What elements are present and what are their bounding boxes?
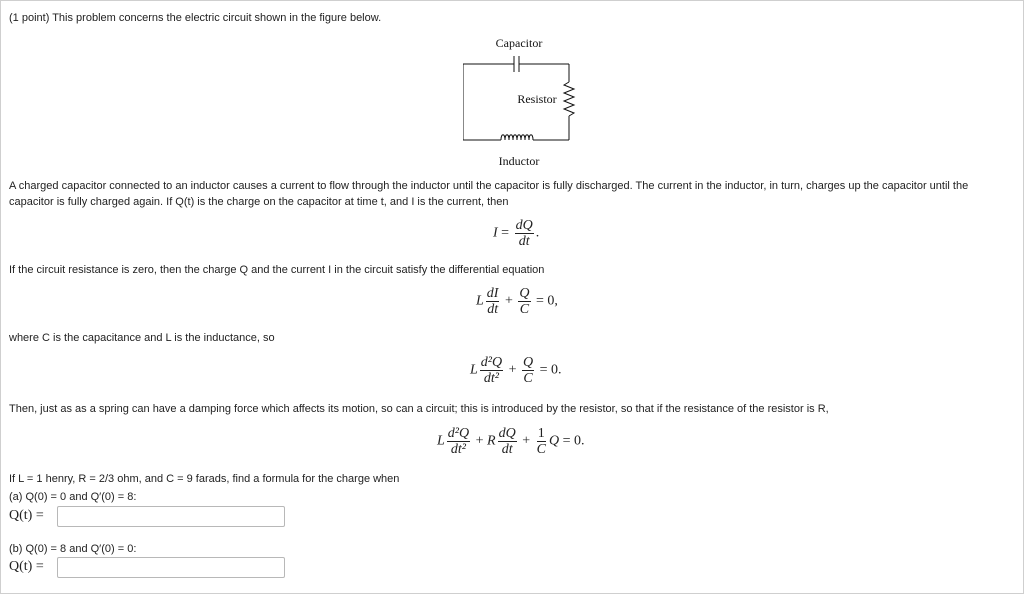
equation-current: I = $\frac{dQ}{dt}$ . (493, 218, 540, 249)
resistor-label: Resistor (517, 92, 557, 106)
part-a-answer-input[interactable] (57, 506, 285, 527)
circuit-diagram (463, 36, 576, 166)
part-b-answer-input[interactable] (57, 557, 285, 578)
part-b-prompt: Q(t) = (9, 559, 44, 574)
part-b-label: (b) Q(0) = 8 and Q′(0) = 0: (9, 543, 137, 555)
paragraph-3: where C is the capacitance and L is the inductance, so (9, 332, 275, 344)
equation-lc-second-order: L $\frac{\text{d²Q}}{\text{dt²}}$ + $\frac{Q}{C}$ = 0. (470, 355, 562, 386)
paragraph-2: If the circuit resistance is zero, then the charge Q and the current I in the circuit satisfy the differential equation (9, 264, 545, 276)
inductor-label: Inductor (498, 154, 540, 166)
paragraph-4: Then, just as as a spring can have a damping force which affects its motion, so can a circuit; this is introduced by the resistor, so that if the resistance of the resistor is R, (9, 403, 829, 415)
equation-rlc: L $\frac{\text{d²Q}}{\text{dt²}}$ + R $\frac{dQ}{dt}$ + $\frac{1}{C}$ Q = 0. (437, 426, 585, 457)
inductor-symbol (501, 135, 533, 140)
part-a-prompt: Q(t) = (9, 508, 44, 523)
part-a-label: (a) Q(0) = 0 and Q′(0) = 8: (9, 491, 137, 503)
capacitor-label: Capacitor (495, 36, 543, 50)
resistor-symbol (564, 82, 574, 116)
equation-lc: L $\frac{dI}{dt}$ + $\frac{Q}{C}$ = 0, (476, 286, 558, 317)
circuit-figure (463, 36, 576, 166)
intro-text: (1 point) This problem concerns the electric circuit shown in the figure below. (9, 12, 382, 24)
given-values: If L = 1 henry, R = 2/3 ohm, and C = 9 farads, find a formula for the charge when (9, 473, 400, 485)
paragraph-1: A charged capacitor connected to an inductor causes a current to flow through the inductor until the capacitor is fully discharged. The current in the inductor, in turn, charges up the capacitor until the capacitor is fully charged again. If Q(t) is the charge on the capacitor at time t, and I is the current, then (9, 180, 969, 208)
